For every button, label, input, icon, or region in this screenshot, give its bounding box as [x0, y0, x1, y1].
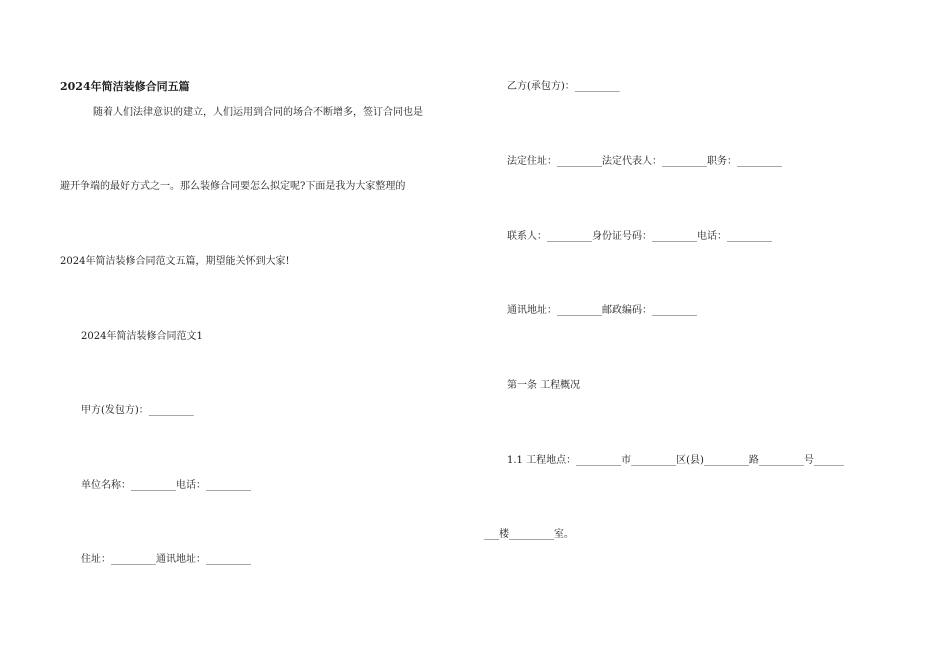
project-location-field: 1.1 工程地点：_________市_________区(县)_________路_________号______ [507, 455, 844, 466]
intro-paragraph-line-1: 随着人们法律意识的建立，人们运用到合同的场合不断增多，签订合同也是 [93, 107, 423, 118]
legal-address-field: 法定住址：_________法定代表人：_________职务：_________ [507, 156, 782, 167]
intro-paragraph-line-3: 2024年简洁装修合同范文五篇，期望能关怀到大家! [60, 256, 290, 267]
address-field: 住址：_________通讯地址：_________ [81, 554, 251, 565]
section-heading: 2024年简洁装修合同范文1 [81, 331, 203, 342]
article-1-heading: 第一条 工程概况 [507, 380, 581, 391]
unit-phone-field: 单位名称：_________电话：_________ [81, 480, 251, 491]
contact-field: 联系人：_________身份证号码：_________电话：_________ [507, 231, 772, 242]
document-title: 2024年简洁装修合同五篇 [60, 80, 190, 93]
intro-paragraph-line-2: 避开争端的最好方式之一。那么装修合同要怎么拟定呢?下面是我为大家整理的 [60, 181, 406, 192]
party-a-field: 甲方(发包方)：_________ [81, 405, 194, 416]
party-b-field: 乙方(承包方)：_________ [507, 81, 620, 92]
building-room-field: ___楼_________室。 [484, 529, 574, 540]
mail-address-field: 通讯地址：_________邮政编码：_________ [507, 305, 697, 316]
